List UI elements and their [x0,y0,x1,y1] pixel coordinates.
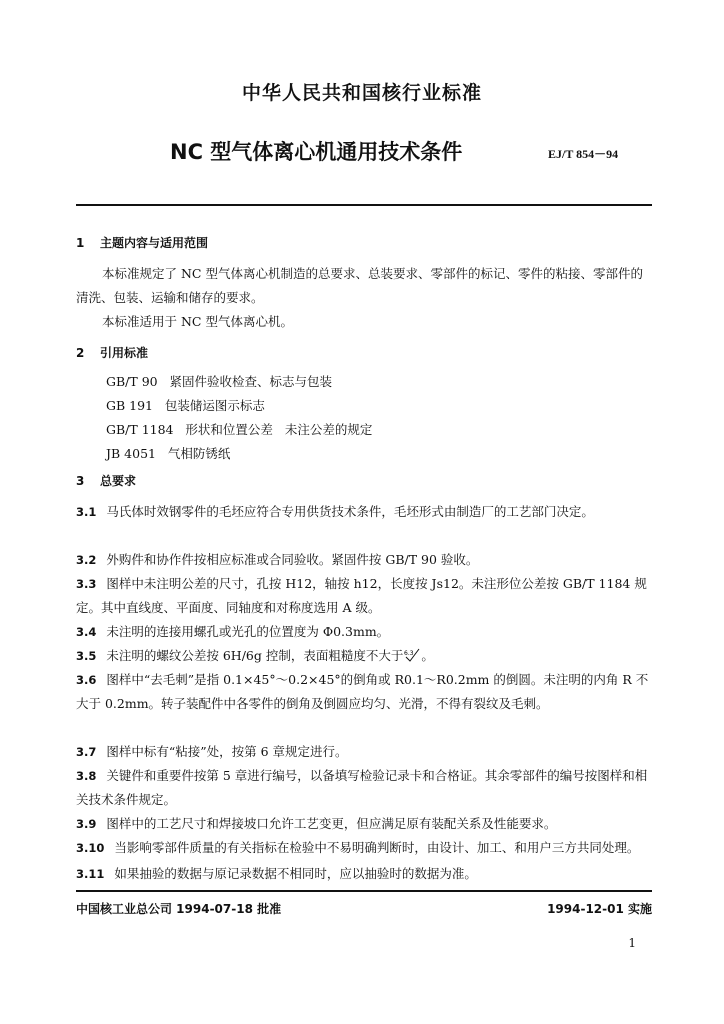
roughness-value: 6.3 [404,650,414,657]
page-title: NC 型气体离心机通用技术条件 [170,140,463,164]
approval-line: 中国核工业总公司 1994-07-18 批准 [76,902,282,916]
standard-code: EJ/T 854－94 [548,147,619,161]
clause-number: 3.1 [76,505,97,519]
clause-item [76,500,652,524]
section-title: 引用标准 [100,346,149,360]
section-1-paragraph-2: 本标准适用于 NC 型气体离心机。 [102,314,293,329]
clause-item [76,644,652,668]
effective-date: 1994-12-01 实施 [547,902,652,916]
clause-number: 3.5 [76,649,97,663]
clause-item [76,620,652,644]
clause-text: 如果抽验的数据与原记录数据不相同时，应以抽验时的数据为准。 [114,866,477,881]
page-number: 1 [628,936,636,950]
clause-text: 图样中未注明公差的尺寸，孔按 H12，轴按 h12，长度按 Js12。未注形位公差按 GB/T 1184 规定。其中直线度、平面度、同轴度和对称度选用 A 级。 [76,576,647,615]
reference-item: GB/T 90 紧固件验收检查、标志与包装 [106,374,333,389]
reference-item: GB/T 1184 形状和位置公差 未注公差的规定 [106,422,373,437]
reference-item: JB 4051 气相防锈纸 [106,446,231,461]
clause-number: 3.4 [76,625,97,639]
clause-number: 3.7 [76,745,97,759]
clause-end-mark: 。 [421,648,434,663]
clause-item [76,668,652,716]
clause-item [76,740,652,764]
section-1-paragraph-1: 本标准规定了 NC 型气体离心机制造的总要求、总装要求、零部件的标记、零件的粘接、零部件的清洗、包装、运输和储存的要求。 [76,266,643,305]
section-number: 1 [76,236,85,250]
clause-text: 图样中“去毛刺”是指 0.1×45°～0.2×45°的倒角或 R0.1～R0.2mm 的倒圆。未注明的内角 R 不大于 0.2mm。转子装配件中各零件的倒角及倒圆应均匀、光滑，不得有裂纹及毛刺。 [76,672,649,711]
clause-number: 3.6 [76,673,97,687]
section-1-heading [76,234,208,251]
clause-text: 外购件和协作件按相应标准或合同验收。紧固件按 GB/T 90 验收。 [106,552,479,567]
header-rule [76,204,652,206]
clause-text: 未注明的螺纹公差按 6H/6g 控制，表面粗糙度不大于 [106,648,404,663]
clause-item [76,836,652,860]
clause-text: 图样中的工艺尺寸和焊接坡口允许工艺变更，但应满足原有装配关系及性能要求。 [106,816,557,831]
clause-text: 图样中标有“粘接”处，按第 6 章规定进行。 [106,744,348,759]
clause-item [76,812,652,836]
section-number: 3 [76,474,85,488]
clause-number: 3.9 [76,817,97,831]
clause-item [76,764,652,812]
section-number: 2 [76,346,85,360]
clause-item [76,862,652,886]
clause-text: 关键件和重要件按第 5 章进行编号，以备填写检验记录卡和合格证。其余零部件的编号按图样和相关技术条件规定。 [76,768,648,807]
clause-number: 3.2 [76,553,97,567]
clause-text: 马氏体时效钢零件的毛坯应符合专用供货技术条件，毛坯形式由制造厂的工艺部门决定。 [106,504,594,519]
clause-text: 当影响零部件质量的有关指标在检验中不易明确判断时，由设计、加工、和用户三方共同处理。 [114,840,640,855]
section-title: 主题内容与适用范围 [100,236,209,250]
section-title: 总要求 [100,474,137,488]
clause-item [76,572,652,620]
clause-number: 3.11 [76,867,105,881]
footer-rule [76,890,652,892]
reference-item: GB 191 包装储运图示标志 [106,398,265,413]
clause-number: 3.3 [76,577,97,591]
standard-category: 中华人民共和国核行业标准 [241,82,482,104]
clause-item [76,548,652,572]
clause-number: 3.8 [76,769,97,783]
surface-roughness-icon [403,646,421,660]
clause-text: 未注明的连接用螺孔或光孔的位置度为 Φ0.3mm。 [106,624,390,639]
section-2-heading [76,344,148,361]
section-3-heading [76,472,136,489]
clause-number: 3.10 [76,841,105,855]
